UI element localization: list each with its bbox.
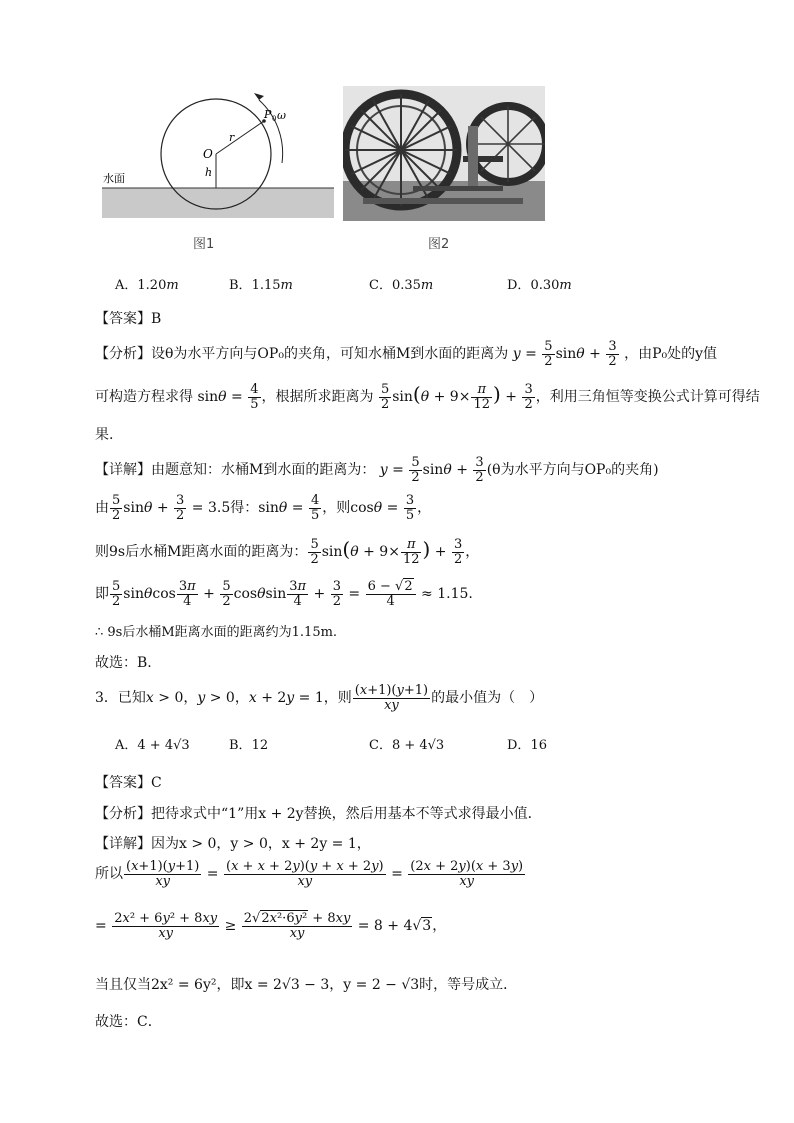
q2-detail-line-1: 【详解】由题意知：水桶M到水面的距离为： y = $\frac{5}{2}$ sinθ + $\frac{3}{2}$ (θ为水平方向与OP₀的夹角) (95, 455, 659, 485)
q2-detail-line-5: ∴ 9s后水桶M距离水面的距离约为1.15m. (95, 625, 338, 640)
answer-tag: 【答案】 (95, 311, 151, 327)
label-water-surface: 水面 (103, 172, 125, 185)
q2-detail-cos: cosθ = $\frac{3}{5}$ (350, 493, 415, 523)
q3-option-d[interactable]: D．16 (507, 738, 547, 753)
rotation-arrow-head (254, 93, 264, 100)
q2-analysis-line-2: 可构造方程求得 sinθ = $\frac{4}{5}$ ，根据所求距离为 $\frac{5}{2}$ sin(θ + 9× $\frac{\pi}{12}$ ) + $\frac{3}{2}$ ，利用三角恒等变换公式计算可得结 (95, 381, 760, 412)
q3-detail-expansion: $\frac{(x+1)(y+1)}{xy}$ = $\frac{(x + x + 2y)(y + x + 2y)}{xy}$ = $\frac{(2x + 2y)(x + 3y)}{xy}$ (126, 859, 524, 889)
q3-options-row (115, 734, 675, 754)
q2-detail-line-4: 即 $\frac{5}{2}$ sinθcos $\frac{3\pi}{4}$ + $\frac{5}{2}$ cosθsin $\frac{3\pi}{4}$ + $\frac{3}{2}$ = $\frac{6 - √2}{4}$ ≈ 1.15. (95, 579, 473, 609)
q3-answer-value: C (151, 775, 162, 791)
q3-detail-line-2: 所以 $\frac{(x+1)(y+1)}{xy}$ = $\frac{(x + x + 2y)(y + x + 2y)}{xy}$ = $\frac{(2x + 2y)(x + 3y)}{xy}$ (95, 860, 526, 888)
q2-detail-equation: $\frac{5}{2}$ sinθ + $\frac{3}{2}$ = 3.5 (112, 493, 231, 523)
label-omega: ω (277, 109, 286, 122)
q2-analysis-line-1: 【分析】设θ为水平方向与OP₀的夹角，可知水桶M到水面的距离为 y = $\frac{5}{2}$ sinθ + $\frac{3}{2}$ ，由P₀处的y值 (95, 339, 718, 369)
q2-analysis-line-3: 果. (95, 427, 114, 443)
q2-option-c[interactable]: C．0.35m (369, 278, 434, 293)
q2-detail-line-3: 则9s后水桶M距离水面的距离为： $\frac{5}{2}$ sin(θ + 9× $\frac{\pi}{12}$ ) + $\frac{3}{2}$ ， (95, 536, 480, 567)
q2-analysis-formula-y: y = $\frac{5}{2}$ sinθ + $\frac{3}{2}$ (512, 339, 617, 369)
q3-detail-line-4: 当且仅当2x² = 6y²，即x = 2√3 − 3，y = 2 − √3时，等号成立． (95, 977, 518, 993)
label-center-o: O (203, 147, 213, 161)
label-height-h: h (205, 166, 213, 179)
water-region (102, 188, 334, 218)
label-radius-r: r (229, 131, 235, 144)
q2-detail-line-2: 由 $\frac{5}{2}$ sinθ + $\frac{3}{2}$ = 3.5得：sinθ = $\frac{4}{5}$ ，则cosθ = $\frac{3}{5}$ ， (95, 493, 432, 523)
q2-analysis-formula-distance: $\frac{5}{2}$ sin(θ + 9× $\frac{\pi}{12}$ ) + $\frac{3}{2}$ (380, 381, 533, 412)
figure-1-caption: 图1 (193, 237, 215, 252)
label-point-p: P (264, 108, 272, 121)
q3-detail-line-3 (95, 912, 446, 940)
q2-option-d[interactable]: D．0.30m (507, 278, 572, 293)
q3-stem: 3．已知x > 0，y > 0，x + 2y = 1，则 $\frac{(x+1)(y+1)}{xy}$ 的最小值为（ ） (95, 683, 544, 713)
q3-detail-line-1: 【详解】因为x > 0，y > 0，x + 2y = 1， (95, 836, 371, 852)
analysis-tag: 【分析】 (95, 346, 151, 363)
q3-option-a[interactable]: A．4 + 4√3 (115, 738, 190, 753)
q3-option-c[interactable]: C．8 + 4√3 (369, 738, 445, 753)
q2-answer-line (95, 308, 161, 328)
figure-1-diagram (96, 88, 336, 222)
q2-answer-value: B (151, 311, 162, 327)
q2-option-b[interactable]: B．1.15m (229, 278, 293, 293)
q3-option-b[interactable]: B．12 (229, 738, 269, 753)
q2-option-a[interactable]: A．1.20m (115, 278, 179, 293)
q2-options-row (115, 274, 675, 294)
q2-detail-formula-y: y = $\frac{5}{2}$ sinθ + $\frac{3}{2}$ (379, 455, 484, 485)
q2-detail-distance: $\frac{5}{2}$ sin(θ + 9× $\frac{\pi}{12}$ ) + $\frac{3}{2}$ (310, 536, 463, 567)
q2-choice: 故选：B. (95, 655, 152, 671)
radius-line (216, 121, 264, 154)
q2-analysis-formula-sin: sinθ = $\frac{4}{5}$ (197, 381, 259, 412)
q3-analysis-line: 【分析】把待求式中“1”用x + 2y替换，然后用基本不等式求得最小值． (95, 806, 542, 822)
q3-detail-inequality: = $\frac{\text{2x² + 6y² + 8xy}}{xy}$ ≥ $\frac{\text{2√2x²·6y² + 8xy}}{xy}$ = 8 + 4√3， (95, 911, 447, 941)
q2-detail-result: $\frac{5}{2}$ sinθcos $\frac{3\pi}{4}$ + $\frac{5}{2}$ cosθsin $\frac{3\pi}{4}$ + $\frac{3}{2}$ = $\frac{6 - √2}{4}$ ≈ 1.15. (112, 579, 473, 609)
q2-detail-sin: sinθ = $\frac{4}{5}$ (258, 493, 320, 523)
q3-stem-formula: x > 0，y > 0，x + 2y = 1，则 $\frac{(x+1)(y+1)}{xy}$ (145, 683, 429, 713)
figure-2-caption: 图2 (428, 237, 450, 252)
detail-tag: 【详解】 (95, 462, 151, 479)
q3-answer-line: 【答案】C (95, 775, 162, 791)
q3-choice: 故选：C． (95, 1014, 162, 1030)
figure-2-waterwheel-photo (343, 86, 545, 221)
label-point-sub: 0 (272, 115, 277, 123)
